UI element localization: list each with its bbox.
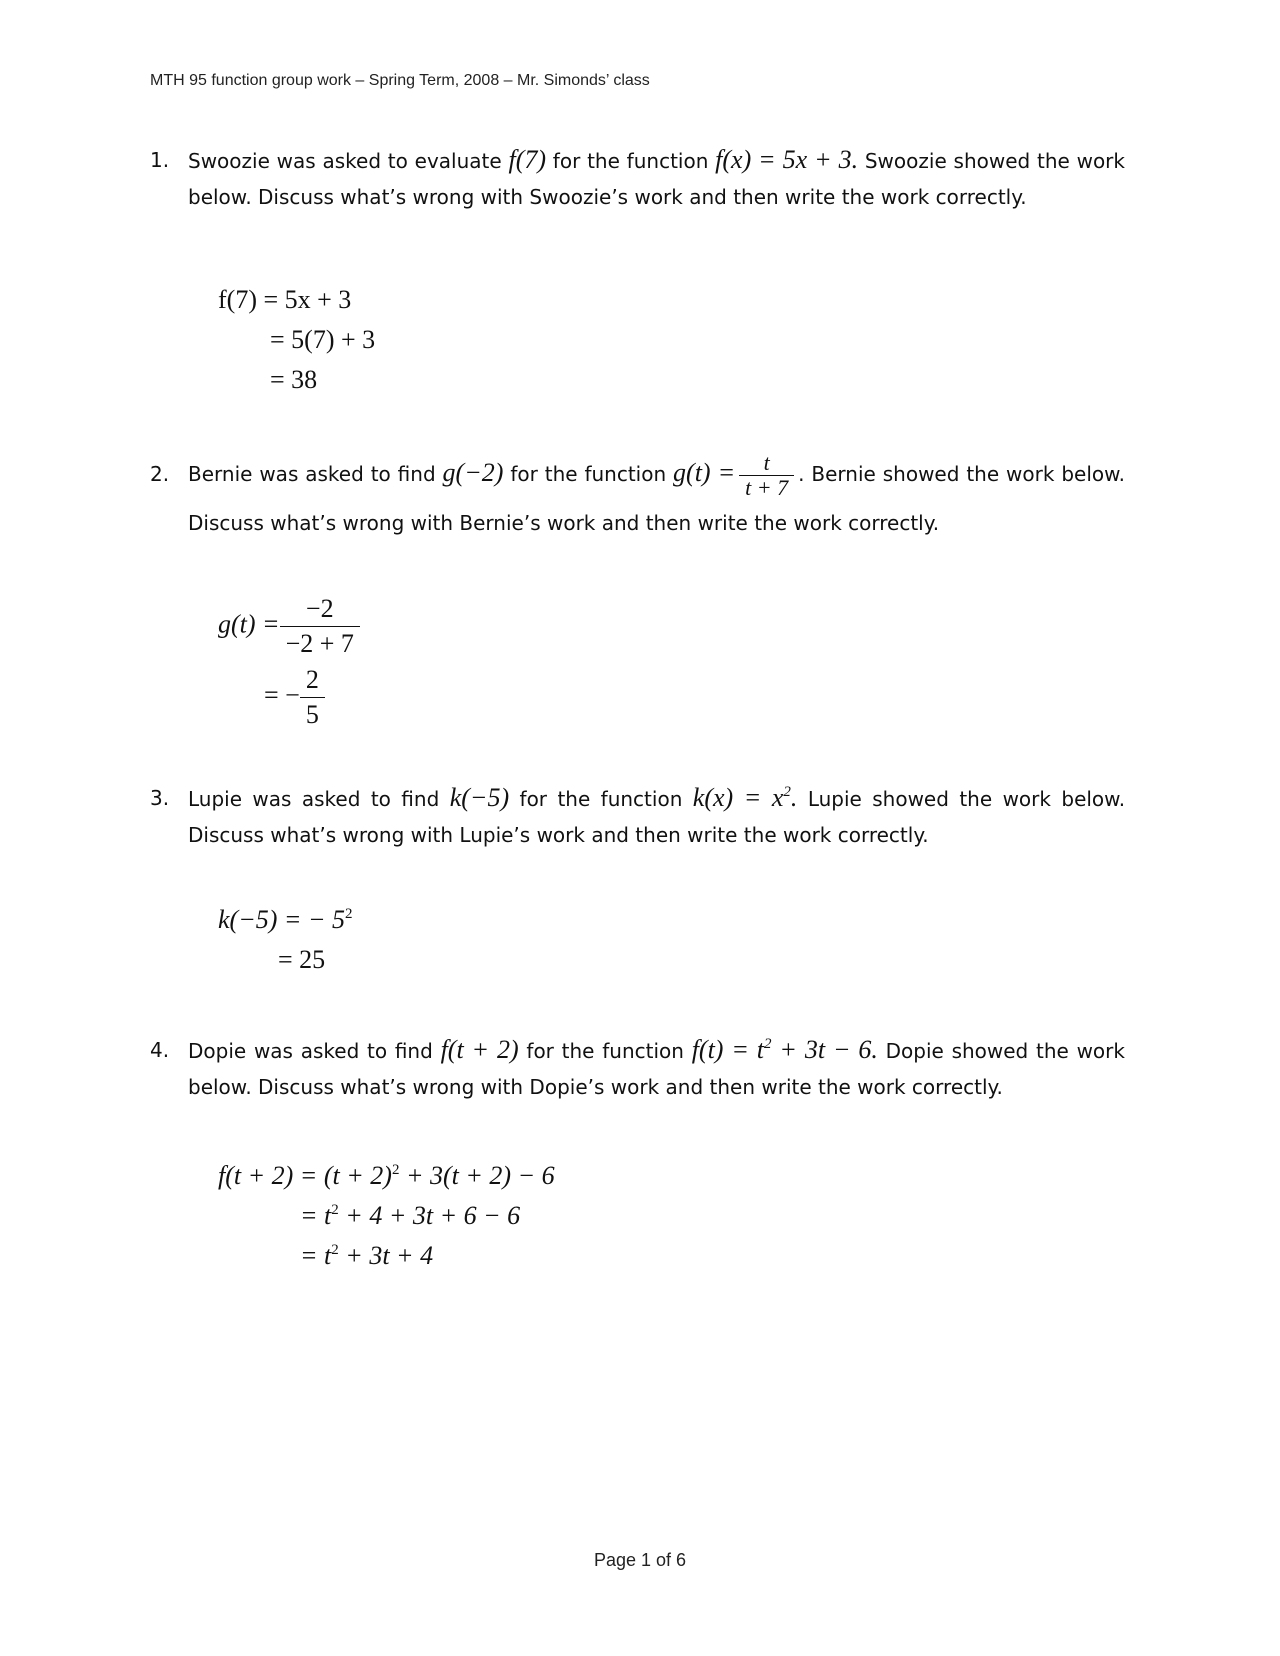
work-line: = 38: [270, 365, 318, 394]
work-line: g(t) = $\frac{-2}{-2 + 7}$: [218, 592, 360, 661]
problem-text: Swoozie was asked to evaluate f(7) for the function f(x) = 5x + 3. Swoozie showed the work below. Discuss what’s wrong with Swoozie’s work and then write the work correctly.: [188, 145, 1125, 209]
work-line: = 25: [278, 945, 326, 974]
problem-3: [150, 780, 1125, 853]
math-expression: $k(x) = x^2$.: [692, 783, 798, 812]
fraction: $\frac{t}{t + 7}$: [739, 451, 794, 500]
math-expression: f(t + 2): [440, 1035, 519, 1064]
math-expression: f(7): [508, 145, 547, 174]
problem-text: Dopie was asked to find f(t + 2) for the function $f(t) = t^2 + 3t - 6$. Dopie showed the work below. Discuss what’s wrong with Dopie’s work and then write the work correctly.: [188, 1035, 1125, 1099]
problem-number: 2.: [150, 462, 170, 486]
problem-4: [150, 1032, 1125, 1105]
math-expression: g(−2): [442, 458, 504, 487]
work-2: [218, 592, 360, 732]
work-line: = $t^2 + 3t + 4$: [300, 1241, 434, 1270]
work-line: = 5(7) + 3: [270, 325, 376, 354]
problem-number: 3.: [150, 786, 170, 810]
problem-1: [150, 142, 1125, 215]
page-footer: Page 1 of 6: [593, 1550, 687, 1570]
fraction: $\frac{2}{5}$: [300, 663, 325, 732]
problem-text: Bernie was asked to find g(−2) for the function g(t) = $\frac{t}{t + 7}$ . Bernie showed the work below. Discuss what’s wrong with Bernie’s work and then write the work correctly.: [188, 450, 1126, 535]
math-expression: f(x) = 5x + 3.: [715, 145, 859, 174]
work-1: [218, 280, 375, 400]
work-line: k(−5) = − $5^2$: [218, 905, 353, 934]
work-line: = $t^2 + 4 + 3t + 6 - 6$: [300, 1201, 521, 1230]
page-header: MTH 95 function group work – Spring Term, 2008 – Mr. Simonds’ class: [150, 72, 650, 89]
work-line: = − $\frac{2}{5}$: [264, 663, 360, 732]
work-line: f(7) = 5x + 3: [218, 285, 352, 314]
problem-2: [150, 450, 1125, 546]
work-line: $f(t + 2) = (t + 2)^2 + 3(t + 2) - 6$: [218, 1161, 555, 1190]
work-3: [218, 900, 353, 980]
problem-text: Lupie was asked to find k(−5) for the function $k(x) = x^2$. Lupie showed the work below. Discuss what’s wrong with Lupie’s work and then write the work correctly.: [188, 783, 1126, 847]
fraction: $\frac{-2}{-2 + 7}$: [280, 592, 360, 661]
math-expression: g(t) =: [673, 458, 736, 487]
problem-number: 4.: [150, 1038, 170, 1062]
math-expression: $f(t) = t^2 + 3t - 6$.: [691, 1035, 878, 1064]
problem-number: 1.: [150, 148, 170, 172]
work-4: [218, 1156, 555, 1276]
math-expression: k(−5): [449, 783, 510, 812]
